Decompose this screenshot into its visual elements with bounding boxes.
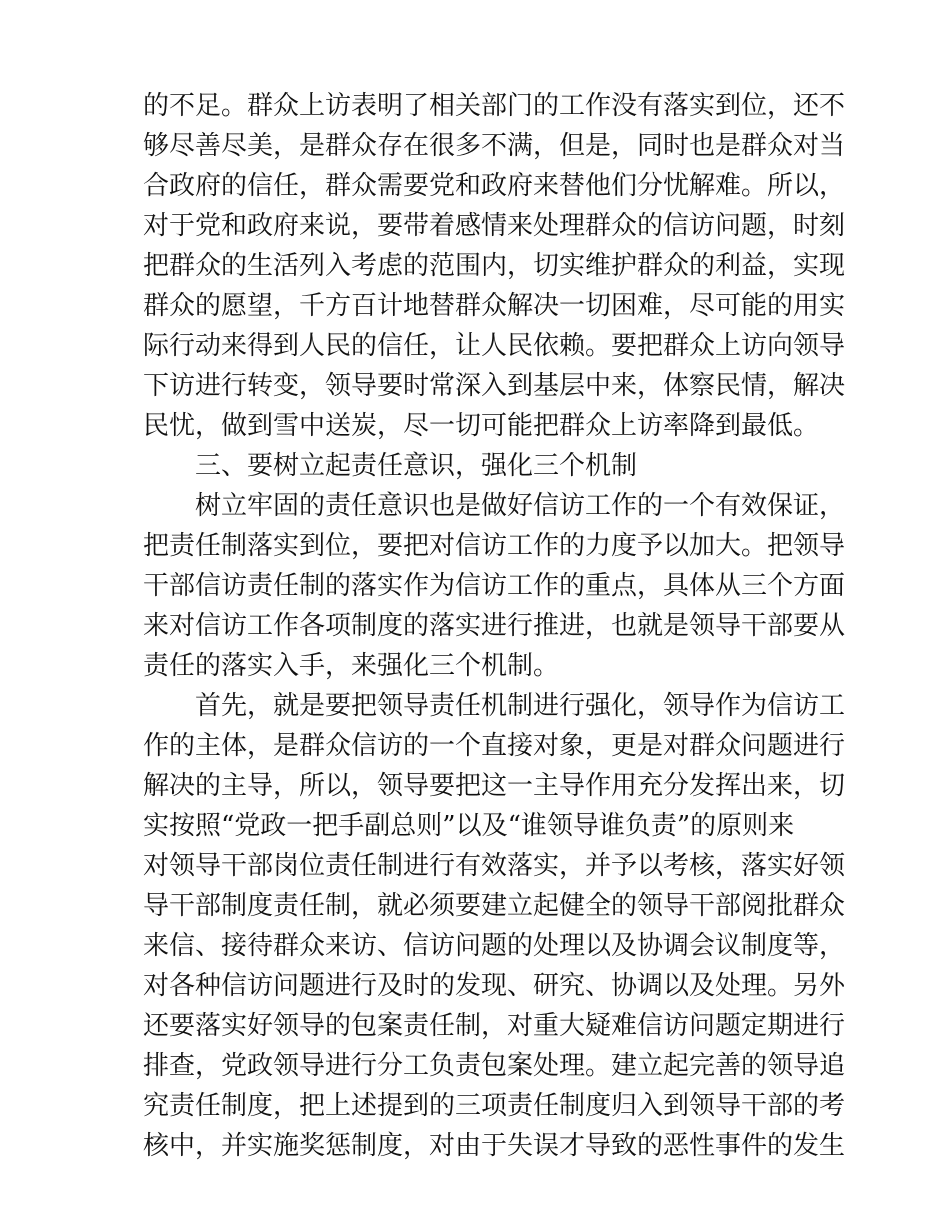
text-line: 对领导干部岗位责任制进行有效落实，并予以考核，落实好领 <box>143 851 846 881</box>
text-line: 际行动来得到人民的信任，让人民依赖。要把群众上访向领导 <box>143 331 846 361</box>
text-line: 把群众的生活列入考虑的范围内，切实维护群众的利益，实现 <box>143 251 846 281</box>
text-line: 导干部制度责任制，就必须要建立起健全的领导干部阅批群众 <box>143 891 846 921</box>
text-line: 够尽善尽美，是群众存在很多不满，但是，同时也是群众对当 <box>143 131 846 161</box>
paragraph-start: 树立牢固的责任意识也是做好信访工作的一个有效保证， <box>195 491 846 521</box>
text-line: 的不足。群众上访表明了相关部门的工作没有落实到位，还不 <box>143 91 846 121</box>
section-heading: 三、要树立起责任意识，强化三个机制 <box>195 451 638 481</box>
text-line: 究责任制度，把上述提到的三项责任制度归入到领导干部的考 <box>143 1091 846 1121</box>
text-line: 实按照“党政一把手副总则”以及“谁领导谁负责”的原则来 <box>143 811 795 841</box>
text-line: 把责任制落实到位，要把对信访工作的力度予以加大。把领导 <box>143 531 846 561</box>
text-line: 排查，党政领导进行分工负责包案处理。建立起完善的领导追 <box>143 1051 846 1081</box>
text-line: 合政府的信任，群众需要党和政府来替他们分忧解难。所以， <box>143 171 846 201</box>
text-line: 群众的愿望，千方百计地替群众解决一切困难，尽可能的用实 <box>143 291 846 321</box>
text-line: 作的主体，是群众信访的一个直接对象，更是对群众问题进行 <box>143 731 846 761</box>
text-line: 还要落实好领导的包案责任制，对重大疑难信访问题定期进行 <box>143 1011 846 1041</box>
text-line: 核中，并实施奖惩制度，对由于失误才导致的恶性事件的发生 <box>143 1131 846 1161</box>
text-line: 解决的主导，所以，领导要把这一主导作用充分发挥出来，切 <box>143 771 846 801</box>
text-line: 来信、接待群众来访、信访问题的处理以及协调会议制度等， <box>143 931 846 961</box>
text-line: 对各种信访问题进行及时的发现、研究、协调以及处理。另外 <box>143 971 846 1001</box>
text-line: 民忧，做到雪中送炭，尽一切可能把群众上访率降到最低。 <box>143 411 820 441</box>
text-line: 干部信访责任制的落实作为信访工作的重点，具体从三个方面 <box>143 571 846 601</box>
text-line: 对于党和政府来说，要带着感情来处理群众的信访问题，时刻 <box>143 211 846 241</box>
text-line: 下访进行转变，领导要时常深入到基层中来，体察民情，解决 <box>143 371 846 401</box>
body-text <box>143 86 846 1166</box>
text-line: 责任的落实入手，来强化三个机制。 <box>143 651 560 681</box>
paragraph-start: 首先，就是要把领导责任机制进行强化，领导作为信访工 <box>195 691 846 721</box>
text-line: 来对信访工作各项制度的落实进行推进，也就是领导干部要从 <box>143 611 846 641</box>
